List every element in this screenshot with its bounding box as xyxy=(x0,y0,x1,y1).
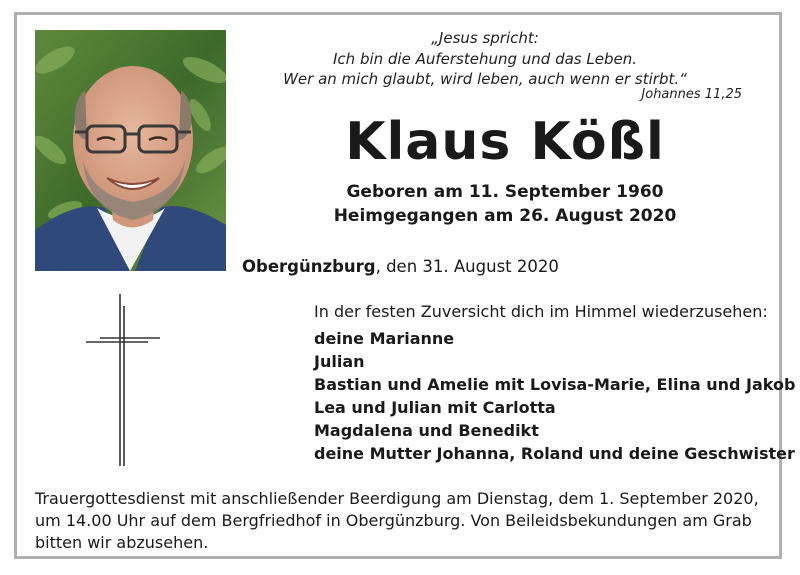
list-item: Lea und Julian mit Carlotta xyxy=(314,398,556,417)
service-line: um 14.00 Uhr auf dem Bergfriedhof in Obergünzburg. Von Beileidsbekundungen am Grab xyxy=(35,511,752,530)
service-line: Trauergottesdienst mit anschließender Beerdigung am Dienstag, dem 1. September 2020, xyxy=(35,489,759,508)
list-item: deine Marianne xyxy=(314,329,455,348)
place-date-line xyxy=(242,257,559,276)
mourners-intro: In der festen Zuversicht dich im Himmel wiederzusehen: xyxy=(314,302,768,321)
list-item: Bastian und Amelie mit Lovisa-Marie, Elina und Jakob xyxy=(314,375,796,394)
bible-quote xyxy=(270,28,700,90)
quote-source: Johannes 11,25 xyxy=(641,87,742,102)
service-line: bitten wir abzusehen. xyxy=(35,533,209,552)
deceased-name: Klaus Kößl xyxy=(345,112,665,172)
list-item: Julian xyxy=(314,352,365,371)
portrait-photo xyxy=(35,30,226,271)
quote-line: Ich bin die Auferstehung und das Leben. xyxy=(333,49,637,68)
cross-icon xyxy=(84,292,164,468)
notice-date: , den 31. August 2020 xyxy=(375,257,559,276)
list-item: Magdalena und Benedikt xyxy=(314,421,539,440)
quote-line: Wer an mich glaubt, wird leben, auch wenn er stirbt.“ xyxy=(283,70,687,88)
birth-date: Geboren am 11. September 1960 xyxy=(346,182,664,202)
service-info xyxy=(35,488,775,554)
list-item: deine Mutter Johanna, Roland und deine Geschwister xyxy=(314,444,795,463)
place-name: Obergünzburg xyxy=(242,257,376,276)
death-date: Heimgegangen am 26. August 2020 xyxy=(333,206,677,226)
mourners-list xyxy=(314,327,795,465)
life-dates xyxy=(330,180,680,228)
quote-line: „Jesus spricht: xyxy=(431,29,539,47)
